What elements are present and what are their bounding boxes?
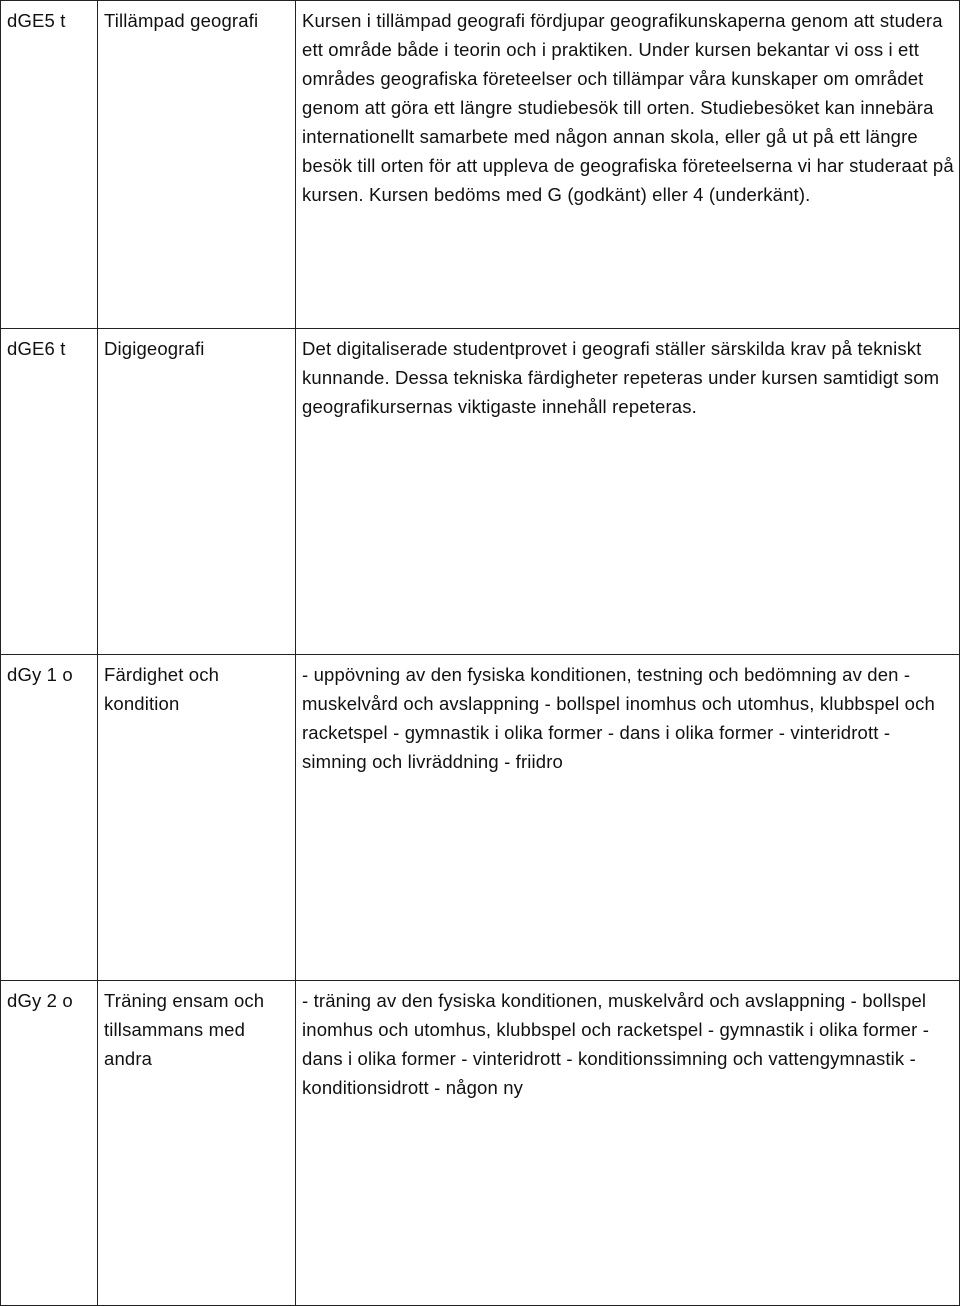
course-description: Det digitaliserade studentprovet i geografi ställer särskilda krav på tekniskt kunnande. Dessa tekniska färdigheter repeteras under kursen samtidigt som geografikursernas viktigaste innehåll repeteras. [296, 329, 960, 655]
course-code: dGy 2 o [1, 981, 98, 1306]
table-row [1, 329, 960, 655]
course-code: dGE5 t [1, 1, 98, 329]
course-name: Färdighet och kondition [98, 655, 296, 981]
course-name: Tillämpad geografi [98, 1, 296, 329]
course-name: Träning ensam och tillsammans med andra [98, 981, 296, 1306]
table-row [1, 1, 960, 329]
table-row [1, 655, 960, 981]
course-description: - träning av den fysiska konditionen, muskelvård och avslappning - bollspel inomhus och utomhus, klubbspel och racketspel - gymnastik i olika former - dans i olika former - vinteridrott - konditionssimning och vattengymnastik - konditionsidrott - någon ny [296, 981, 960, 1306]
course-name: Digigeografi [98, 329, 296, 655]
course-code: dGy 1 o [1, 655, 98, 981]
course-description: - uppövning av den fysiska konditionen, testning och bedömning av den - muskelvård och avslappning - bollspel inomhus och utomhus, klubbspel och racketspel - gymnastik i olika former - dans i olika former - vinteridrott - simning och livräddning - friidro [296, 655, 960, 981]
table-row [1, 981, 960, 1306]
course-code: dGE6 t [1, 329, 98, 655]
course-description: Kursen i tillämpad geografi fördjupar geografikunskaperna genom att studera ett område både i teorin och i praktiken. Under kursen bekantar vi oss i ett områdes geografiska företeelser och tillämpar våra kunskaper om området genom att göra ett längre studiebesök till orten. Studiebesöket kan innebära internationellt samarbete med någon annan skola, eller gå ut på ett längre besök till orten för att uppleva de geografiska företeelserna vi har studeraat på kursen. Kursen bedöms med G (godkänt) eller 4 (underkänt). [296, 1, 960, 329]
